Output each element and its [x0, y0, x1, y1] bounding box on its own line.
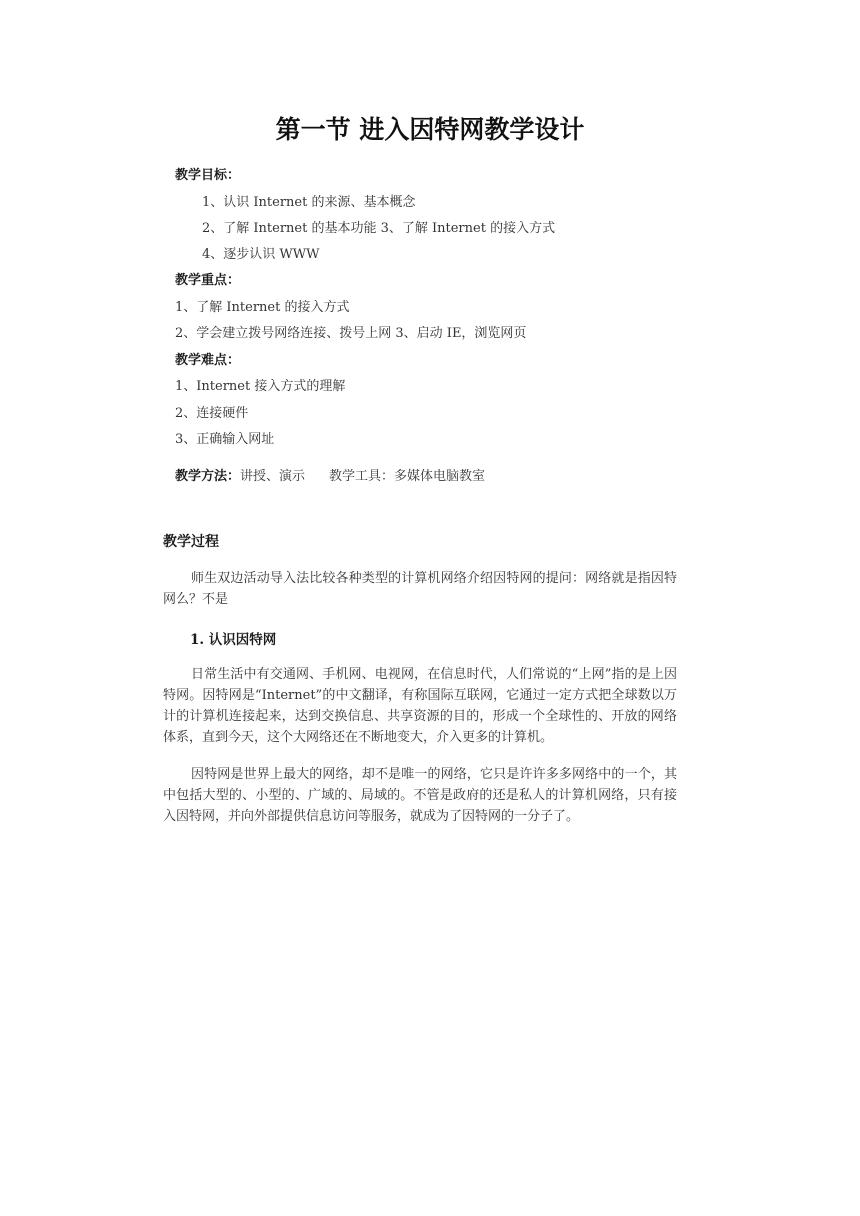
objectives-label: 教学目标： — [175, 168, 241, 183]
objective-item-2: 2、了解 Internet 的基本功能 3、了解 Internet 的接入方式 — [202, 221, 556, 236]
difficulties-label: 教学难点： — [175, 353, 241, 368]
difficulty-item-2: 2、连接硬件 — [175, 406, 249, 421]
method-line — [175, 468, 485, 486]
objective-item-3: 4、逐步认识 WWW — [202, 247, 320, 262]
process-intro: 师生双边活动导入法比较各种类型的计算机网络介绍因特网的提问：网络就是指因特网么？不是 — [163, 571, 677, 607]
method-label: 教学方法： — [175, 469, 241, 484]
difficulty-item-3: 3、正确输入网址 — [175, 432, 275, 447]
document-title: 第一节 进入因特网教学设计 — [275, 115, 585, 144]
key-points-label: 教学重点： — [175, 273, 241, 288]
section-1-heading: 1. 认识因特网 — [190, 632, 277, 648]
key-point-item-2: 2、学会建立拨号网络连接、拨号上网 3、启动 IE，浏览网页 — [175, 326, 527, 341]
difficulty-item-1: 1、Internet 接入方式的理解 — [175, 379, 346, 394]
key-point-item-1: 1、了解 Internet 的接入方式 — [175, 300, 350, 315]
objective-item-1: 1、认识 Internet 的来源、基本概念 — [202, 195, 416, 210]
tools-label: 教学工具： — [329, 469, 395, 484]
section-1-paragraph-2: 因特网是世界上最大的网络，却不是唯一的网络，它只是许许多多网络中的一个，其中包括大型的、小型的、广域的、局域的。不管是政府的还是私人的计算机网络，只有接入因特网，并向外部提供信息访问等服务，就成为了因特网的一分子了。 — [163, 767, 677, 824]
tools-value: 多媒体电脑教室 — [394, 469, 486, 484]
method-value: 讲授、演示 — [240, 469, 306, 484]
section-1-paragraph-1: 日常生活中有交通网、手机网、电视网，在信息时代，人们常说的“上网”指的是上因特网。因特网是“Internet”的中文翻译，有称国际互联网，它通过一定方式把全球数以万计的计算机连接起来，达到交换信息、共享资源的目的，形成一个全球性的、开放的网络体系，直到今天，这个大网络还在不断地变大，介入更多的计算机。 — [163, 667, 677, 745]
process-heading: 教学过程 — [163, 534, 219, 550]
